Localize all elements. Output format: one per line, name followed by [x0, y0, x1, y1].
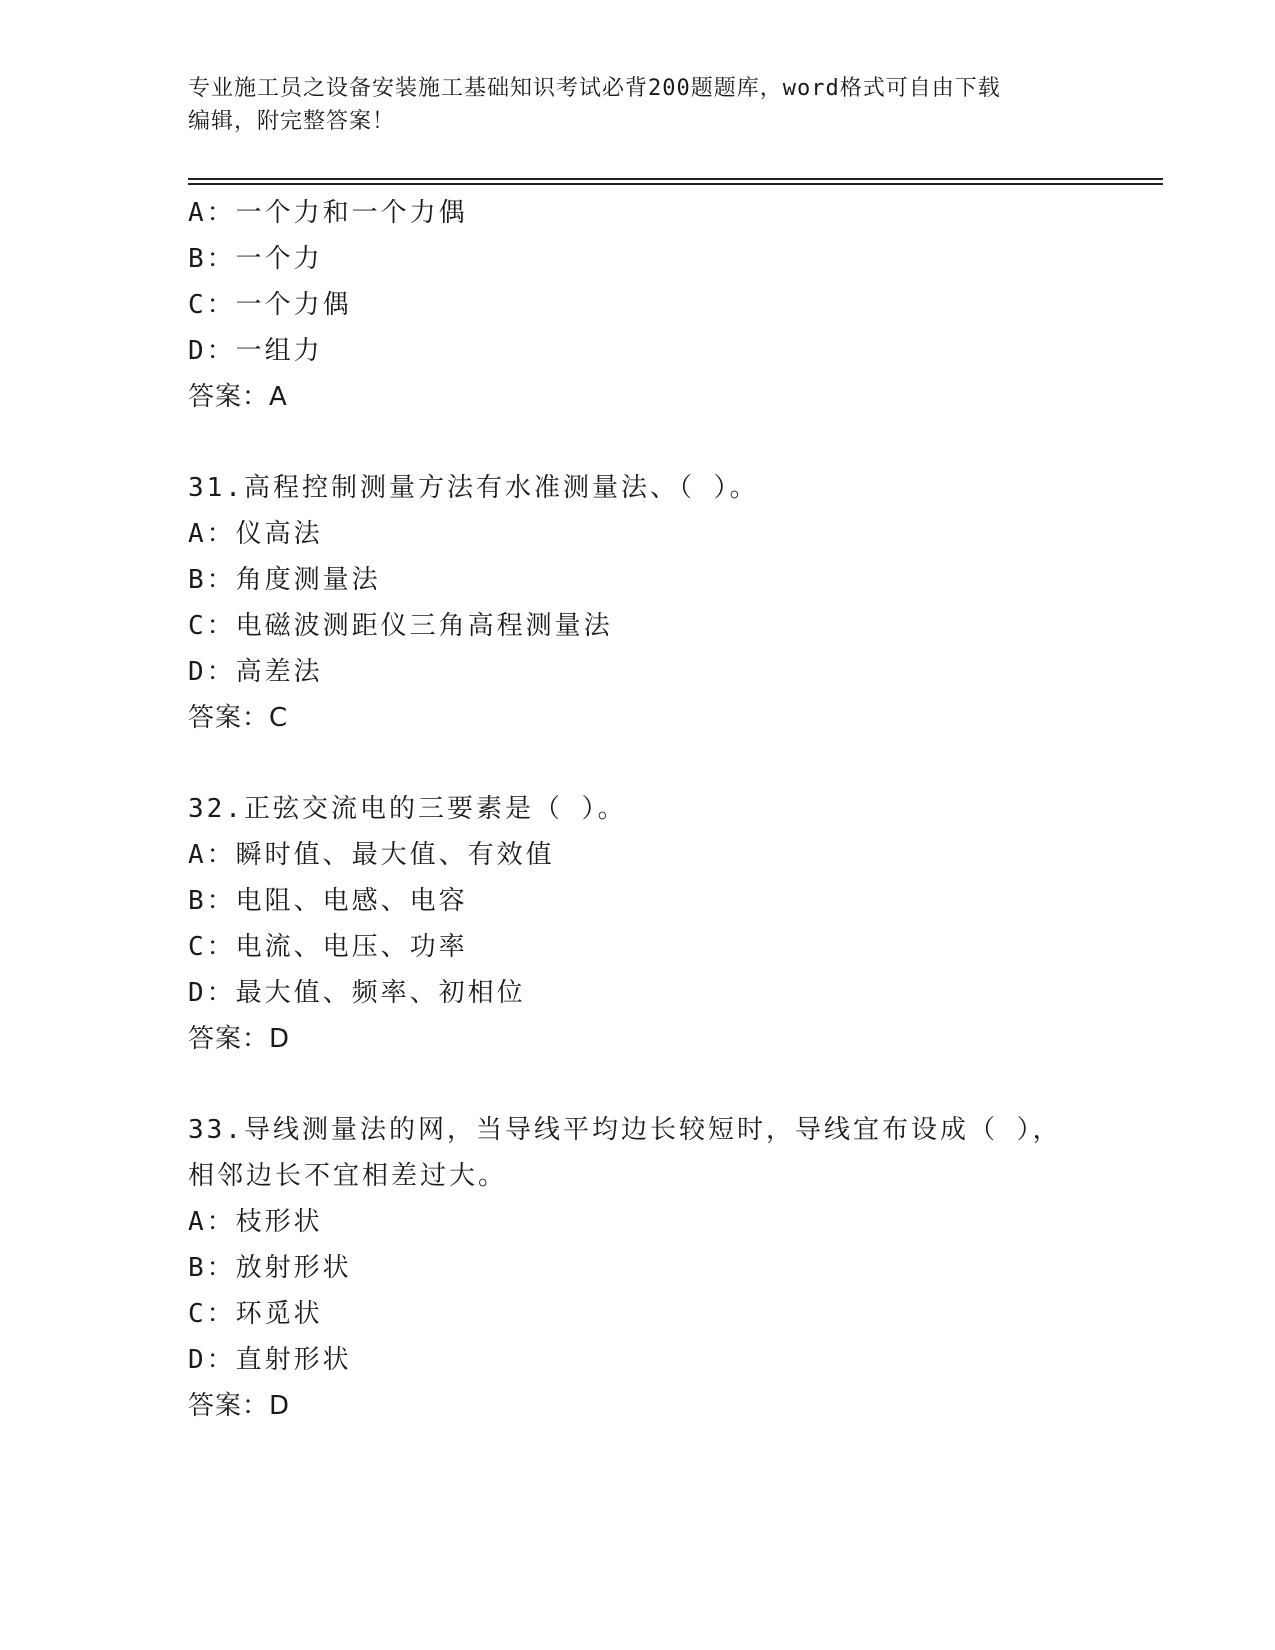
- answer-line: 答案：A: [188, 382, 288, 412]
- question-title: 31.高程控制测量方法有水准测量法、（ ）。: [188, 473, 759, 503]
- option-d: D：直射形状: [188, 1345, 352, 1375]
- option-d: D：最大值、频率、初相位: [188, 978, 526, 1008]
- question-title-line-2: 相邻边长不宜相差过大。: [188, 1161, 508, 1191]
- document-header: [188, 72, 1088, 138]
- option-b: B：电阻、电感、电容: [188, 886, 468, 916]
- option-d: D：高差法: [188, 657, 323, 687]
- option-b: B：一个力: [188, 244, 323, 274]
- option-b: B：放射形状: [188, 1253, 352, 1283]
- answer-line: 答案：D: [188, 1391, 291, 1421]
- option-a: A：仪高法: [188, 519, 323, 549]
- question-block-previous: [188, 190, 1148, 420]
- option-a: A：一个力和一个力偶: [188, 198, 468, 228]
- answer-line: 答案：D: [188, 1024, 291, 1054]
- option-a: A：瞬时值、最大值、有效值: [188, 840, 555, 870]
- option-c: C：电流、电压、功率: [188, 932, 468, 962]
- answer-line: 答案：C: [188, 703, 289, 733]
- option-b: B：角度测量法: [188, 565, 381, 595]
- option-c: C：一个力偶: [188, 290, 352, 320]
- option-d: D：一组力: [188, 336, 323, 366]
- header-divider-top: [188, 178, 1163, 180]
- header-divider-bottom: [188, 183, 1163, 185]
- question-spacer: [188, 1062, 1148, 1107]
- option-a: A：枝形状: [188, 1207, 323, 1237]
- option-c: C：环觅状: [188, 1299, 323, 1329]
- question-block-31: [188, 465, 1148, 741]
- question-spacer: [188, 741, 1148, 786]
- question-title: 32.正弦交流电的三要素是（ ）。: [188, 794, 627, 824]
- question-block-32: [188, 786, 1148, 1062]
- header-line-2: 编辑，附完整答案！: [188, 109, 396, 134]
- question-title-line-1: 33.导线测量法的网，当导线平均边长较短时，导线宜布设成（ ），: [188, 1115, 1062, 1145]
- header-line-1: 专业施工员之设备安装施工基础知识考试必背200题题库，word格式可自由下载: [188, 76, 1001, 101]
- question-spacer: [188, 420, 1148, 465]
- option-c: C：电磁波测距仪三角高程测量法: [188, 611, 613, 641]
- question-block-33: [188, 1107, 1148, 1429]
- question-list: [188, 190, 1148, 1429]
